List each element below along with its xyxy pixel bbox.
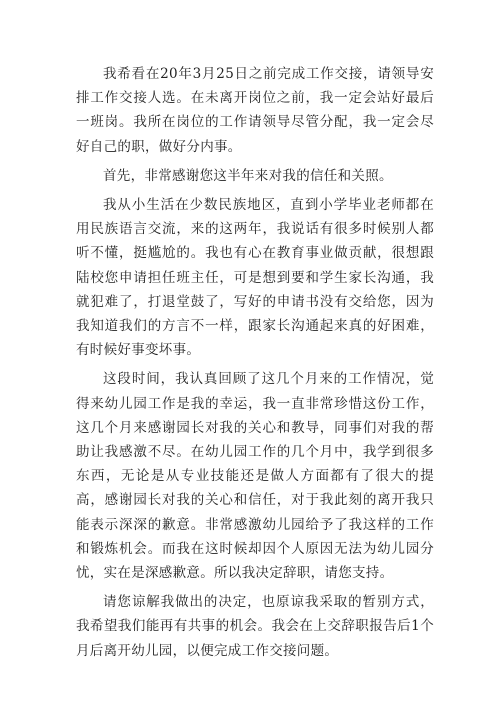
- paragraph-reflection: 这段时间，我认真回顾了这几个月来的工作情况，觉得来幼儿园工作是我的幸运，我一直非常珍惜这份工作，这几个月来感谢园长对我的关心和教导，同事们对我的帮助让我感激不尽。在幼儿园工作的几个月中，我学到很多东西，无论是从专业技能还是做人方面都有了很大的提高，感谢园长对我的关心和信任，对于我此刻的离开我只能表示深深的歉意。非常感激幼儿园给予了我这样的工作和锻炼机会。而我在这时候却因个人原因无法为幼儿园分忧，实在是深感歉意。所以我决定辞职，请您支持。: [76, 371, 434, 582]
- document-body: [76, 62, 434, 668]
- paragraph-thanks: 首先，非常感谢您这半年来对我的信任和关照。: [103, 167, 393, 184]
- paragraph-handover: 我希看在20年3月25日之前完成工作交接，请领导安排工作交接人选。在未离开岗位之前，我一定会站好最后一班岗。我所在岗位的工作请领导尽管分配，我一定会尽好自己的职，做好分内事。: [76, 66, 434, 155]
- paragraph-closing: 请您谅解我做出的决定，也原谅我采取的暂别方式，我希望我们能再有共事的机会。我会在上交辞职报告后1个月后离开幼儿园，以便完成工作交接问题。: [76, 594, 434, 659]
- paragraph-background: 我从小生活在少数民族地区，直到小学毕业老师都在用民族语言交流，来的这两年，我说话有很多时候别人都听不懂，挺尴尬的。我也有心在教育事业做贡献，很想跟陆校您申请担任班主任，可是想到要和学生家长沟通，我就犯难了，打退堂鼓了，写好的申请书没有交给您，因为我知道我们的方言不一样，跟家长沟通起来真的好困难，有时候好事变坏事。: [76, 197, 434, 359]
